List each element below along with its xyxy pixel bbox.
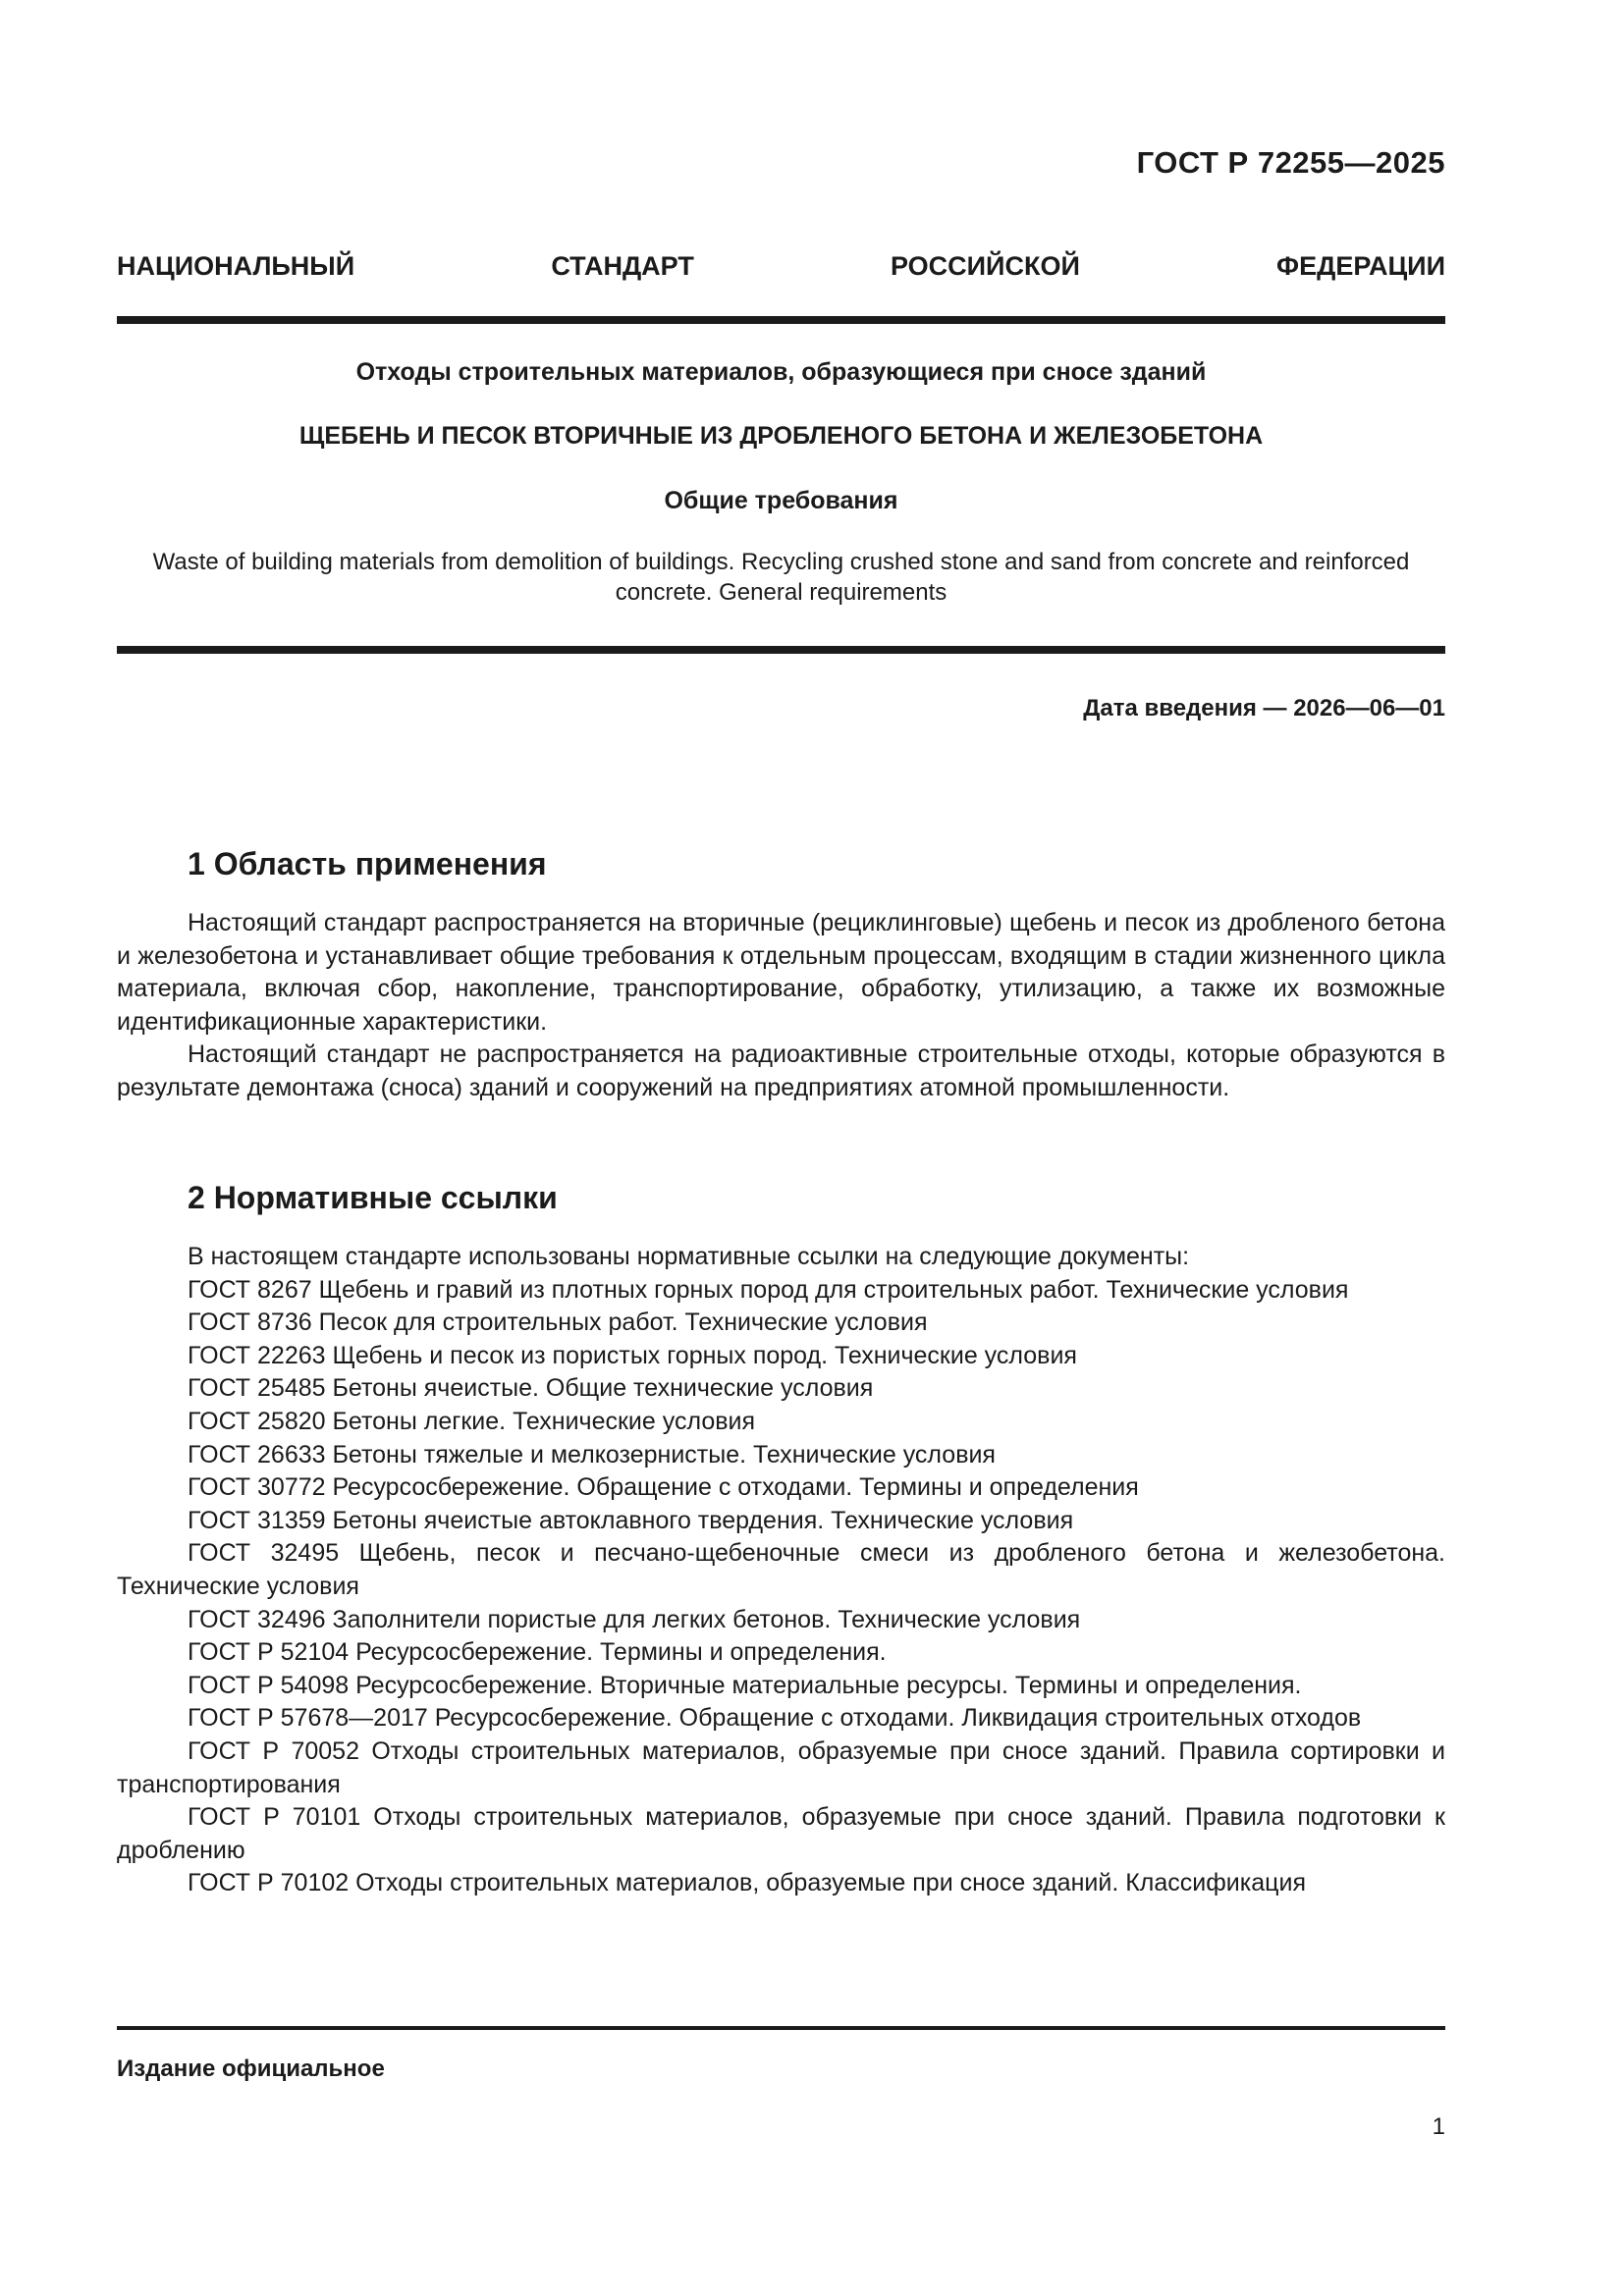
footer-divider [117, 2026, 1445, 2030]
standard-number: ГОСТ Р 72255—2025 [1136, 145, 1445, 180]
reference-item: ГОСТ Р 70102 Отходы строительных материалов, образуемые при сносе зданий. Классификация [188, 1869, 1306, 1897]
document-subtitle: Общие требования [664, 487, 898, 514]
reference-item: ГОСТ 26633 Бетоны тяжелые и мелкозернистые. Технические условия [188, 1440, 996, 1468]
title-divider [117, 646, 1445, 654]
reference-item: ГОСТ Р 57678—2017 Ресурсосбережение. Обращение с отходами. Ликвидация строительных отходов [188, 1704, 1362, 1733]
document-main-title: ЩЕБЕНЬ И ПЕСОК ВТОРИЧНЫЕ ИЗ ДРОБЛЕНОГО БЕТОНА И ЖЕЛЕЗОБЕТОНА [298, 422, 1264, 450]
english-title-line: concrete. General requirements [615, 579, 947, 606]
paragraph: Настоящий стандарт не распространяется на радиоактивные строительные отходы, которые образуются в результате демонтажа (сноса) зданий и сооружений на предприятиях атомной промышленности. [117, 1041, 1445, 1101]
reference-item: ГОСТ 25485 Бетоны ячеистые. Общие технические условия [188, 1374, 874, 1403]
reference-item: ГОСТ Р 70101 Отходы строительных материалов, образуемые при сносе зданий. Правила подготовки к дроблению [117, 1803, 1445, 1864]
header-divider [117, 316, 1445, 324]
english-title [117, 547, 1445, 608]
reference-item: ГОСТ 25820 Бетоны легкие. Технические условия [188, 1407, 756, 1435]
reference-item: ГОСТ Р 70052 Отходы строительных материалов, образуемые при сносе зданий. Правила сортировки и транспортирования [117, 1736, 1445, 1798]
reference-item: ГОСТ 30772 Ресурсосбережение. Обращение с отходами. Термины и определения [188, 1473, 1139, 1502]
section-heading-references: 2 Нормативные ссылки [188, 1180, 558, 1215]
page-number: 1 [1432, 2113, 1445, 2140]
references-intro: В настоящем стандарте использованы нормативные ссылки на следующие документы: [188, 1243, 1190, 1270]
section-scope-body [117, 907, 1445, 1105]
section-heading-scope: 1 Область применения [188, 846, 547, 881]
reference-item: ГОСТ 22263 Щебень и песок из пористых горных пород. Технические условия [188, 1341, 1077, 1369]
section-references-body [117, 1241, 1445, 1900]
reference-item: ГОСТ Р 52104 Ресурсосбережение. Термины и определения. [188, 1638, 887, 1667]
national-standard-banner [117, 251, 1445, 282]
reference-item: ГОСТ 32495 Щебень, песок и песчано-щебеночные смеси из дробленого бетона и железобетона. Технические условия [117, 1539, 1445, 1600]
reference-item: ГОСТ 31359 Бетоны ячеистые автоклавного твердения. Технические условия [188, 1506, 1074, 1534]
edition-label: Издание официальное [117, 2056, 385, 2082]
document-category-title: Отходы строительных материалов, образующиеся при сносе зданий [355, 358, 1207, 386]
english-title-line: Waste of building materials from demolition of buildings. Recycling crushed stone and sand from concrete and reinforced [152, 549, 1410, 575]
banner-word: ФЕДЕРАЦИИ [1276, 251, 1445, 281]
reference-item: ГОСТ 8267 Щебень и гравий из плотных горных пород для строительных работ. Технические условия [188, 1275, 1349, 1304]
banner-word: НАЦИОНАЛЬНЫЙ [117, 251, 355, 281]
banner-word: РОССИЙСКОЙ [891, 251, 1080, 281]
intro-date: Дата введения — 2026—06—01 [1083, 695, 1445, 721]
reference-item: ГОСТ 32496 Заполнители пористые для легких бетонов. Технические условия [188, 1605, 1081, 1633]
paragraph: Настоящий стандарт распространяется на вторичные (рециклинговые) щебень и песок из дробленого бетона и железобетона и устанавливает общие требования к отдельным процессам, входящим в стадии жизненного цикла материала, включая сбор, накопление, транспортирование, обработку, утилизацию, а также их возможные идентификационные характеристики. [117, 909, 1445, 1036]
reference-item: ГОСТ 8736 Песок для строительных работ. Технические условия [188, 1308, 928, 1337]
banner-word: СТАНДАРТ [551, 251, 694, 281]
reference-item: ГОСТ Р 54098 Ресурсосбережение. Вторичные материальные ресурсы. Термины и определения. [188, 1671, 1302, 1699]
